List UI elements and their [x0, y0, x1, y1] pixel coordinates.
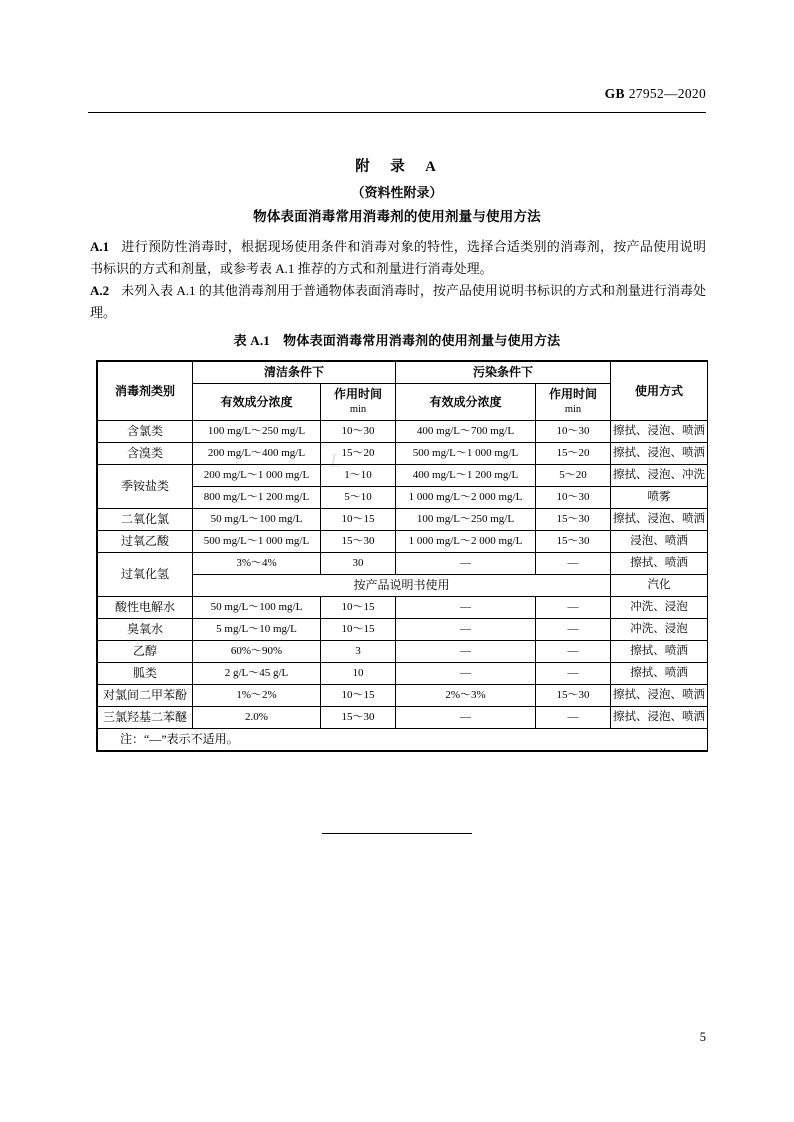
cell-clean-time: 5～10 — [321, 487, 396, 509]
cell-clean-concentration: 200 mg/L～400 mg/L — [193, 443, 321, 465]
running-header — [0, 86, 706, 102]
cell-dirty-time: 15～30 — [536, 531, 611, 553]
cell-dirty-concentration: — — [396, 553, 536, 575]
table-note: 注：“—”表示不适用。 — [98, 729, 708, 751]
annex-subtitle: （资料性附录） — [351, 185, 443, 200]
cell-dirty-concentration: 400 mg/L～700 mg/L — [396, 421, 536, 443]
cell-category: 对氯间二甲苯酚 — [98, 685, 193, 707]
cell-category: 乙醇 — [98, 641, 193, 663]
cell-dirty-concentration: 500 mg/L～1 000 mg/L — [396, 443, 536, 465]
header-divider — [88, 112, 706, 113]
cell-dirty-concentration: — — [396, 597, 536, 619]
cell-merged-note: 按产品说明书使用 — [193, 575, 611, 597]
cell-category: 季铵盐类 — [98, 465, 193, 509]
th-dirty-time — [536, 384, 611, 421]
paragraph-a2-number: A.2 — [90, 283, 110, 298]
cell-dirty-concentration: 100 mg/L～250 mg/L — [396, 509, 536, 531]
th-category: 消毒剂类别 — [98, 362, 193, 421]
table-note-row — [98, 729, 708, 751]
cell-clean-concentration: 200 mg/L～1 000 mg/L — [193, 465, 321, 487]
cell-dirty-time: 15～30 — [536, 685, 611, 707]
cell-dirty-concentration: — — [396, 707, 536, 729]
cell-dirty-time: — — [536, 597, 611, 619]
cell-clean-concentration: 3%～4% — [193, 553, 321, 575]
cell-dirty-time: 15～30 — [536, 509, 611, 531]
cell-clean-time: 10～15 — [321, 685, 396, 707]
table-row — [98, 465, 708, 487]
paragraph-a2 — [90, 280, 706, 324]
paragraph-a1-text: 进行预防性消毒时，根据现场使用条件和消毒对象的特性，选择合适类别的消毒剂，按产品使用说明书标识的方式和剂量，或参考表 A.1 推荐的方式和剂量进行消毒处理。 — [90, 239, 706, 276]
annex-title: 附 录 A — [355, 159, 439, 175]
cell-clean-time: 10～30 — [321, 421, 396, 443]
cell-dirty-time: 15～20 — [536, 443, 611, 465]
cell-clean-concentration: 2 g/L～45 g/L — [193, 663, 321, 685]
cell-usage: 擦拭、浸泡、冲洗 — [611, 465, 708, 487]
watermark-artifact: L — [330, 450, 342, 472]
table-row — [98, 421, 708, 443]
cell-dirty-time: — — [536, 641, 611, 663]
cell-category: 酸性电解水 — [98, 597, 193, 619]
cell-usage: 浸泡、喷洒 — [611, 531, 708, 553]
page-number: 5 — [699, 1030, 706, 1044]
cell-clean-concentration: 1%～2% — [193, 685, 321, 707]
cell-clean-concentration: 100 mg/L～250 mg/L — [193, 421, 321, 443]
cell-clean-time: 10～15 — [321, 597, 396, 619]
table-row — [98, 553, 708, 575]
cell-dirty-concentration: — — [396, 641, 536, 663]
paragraph-a2-text: 未列入表 A.1 的其他消毒剂用于普通物体表面消毒时，按产品使用说明书标识的方式和剂量进行消毒处理。 — [90, 283, 706, 320]
cell-dirty-concentration: — — [396, 619, 536, 641]
cell-dirty-time: 5～20 — [536, 465, 611, 487]
cell-clean-time: 15～30 — [321, 707, 396, 729]
cell-clean-time: 10～15 — [321, 619, 396, 641]
cell-clean-time: 1～10 — [321, 465, 396, 487]
table-row — [98, 597, 708, 619]
cell-category: 过氧乙酸 — [98, 531, 193, 553]
cell-usage: 冲洗、浸泡 — [611, 619, 708, 641]
th-dirty-concentration: 有效成分浓度 — [396, 384, 536, 421]
cell-clean-concentration: 500 mg/L～1 000 mg/L — [193, 531, 321, 553]
table-row — [98, 619, 708, 641]
cell-dirty-time: — — [536, 553, 611, 575]
cell-dirty-concentration: 1 000 mg/L～2 000 mg/L — [396, 487, 536, 509]
table-head — [98, 362, 708, 421]
cell-clean-time: 15～30 — [321, 531, 396, 553]
cell-clean-concentration: 60%～90% — [193, 641, 321, 663]
table-row — [98, 641, 708, 663]
footnote-rule — [322, 833, 472, 834]
cell-dirty-concentration: 1 000 mg/L～2 000 mg/L — [396, 531, 536, 553]
cell-usage: 擦拭、喷洒 — [611, 663, 708, 685]
table-row — [98, 685, 708, 707]
dose-table — [97, 361, 708, 751]
cell-usage: 擦拭、浸泡、喷洒 — [611, 421, 708, 443]
table-row — [98, 707, 708, 729]
cell-usage: 擦拭、浸泡、喷洒 — [611, 707, 708, 729]
cell-clean-time: 10 — [321, 663, 396, 685]
cell-dirty-time: — — [536, 707, 611, 729]
table-caption: 表 A.1 物体表面消毒常用消毒剂的使用剂量与使用方法 — [233, 333, 561, 348]
cell-clean-time: 3 — [321, 641, 396, 663]
th-clean-time — [321, 384, 396, 421]
cell-category: 胍类 — [98, 663, 193, 685]
table-row — [98, 531, 708, 553]
table-row — [98, 663, 708, 685]
cell-clean-concentration: 800 mg/L～1 200 mg/L — [193, 487, 321, 509]
table-head-row-1 — [98, 362, 708, 384]
cell-dirty-concentration: — — [396, 663, 536, 685]
cell-dirty-concentration: 2%～3% — [396, 685, 536, 707]
th-dirty-group: 污染条件下 — [396, 362, 611, 384]
th-clean-time-unit: min — [349, 404, 367, 415]
cell-clean-concentration: 2.0% — [193, 707, 321, 729]
cell-usage: 擦拭、浸泡、喷洒 — [611, 443, 708, 465]
standard-number: 27952—2020 — [628, 86, 706, 101]
th-dirty-time-label: 作用时间 — [549, 387, 598, 401]
annex-heading: 物体表面消毒常用消毒剂的使用剂量与使用方法 — [253, 209, 541, 224]
cell-usage: 擦拭、喷洒 — [611, 641, 708, 663]
cell-clean-concentration: 50 mg/L～100 mg/L — [193, 597, 321, 619]
cell-category: 含氯类 — [98, 421, 193, 443]
cell-dirty-concentration: 400 mg/L～1 200 mg/L — [396, 465, 536, 487]
paragraph-a1-number: A.1 — [90, 239, 110, 254]
cell-dirty-time: 10～30 — [536, 421, 611, 443]
cell-usage: 擦拭、浸泡、喷洒 — [611, 509, 708, 531]
cell-category: 过氧化氢 — [98, 553, 193, 597]
cell-category: 二氧化氯 — [98, 509, 193, 531]
dose-table-container — [97, 361, 707, 751]
table-row — [98, 509, 708, 531]
cell-dirty-time: — — [536, 663, 611, 685]
paragraph-a1 — [90, 236, 706, 280]
th-clean-group: 清洁条件下 — [193, 362, 396, 384]
th-clean-time-label: 作用时间 — [334, 387, 383, 401]
cell-category: 臭氧水 — [98, 619, 193, 641]
th-dirty-time-unit: min — [564, 404, 582, 415]
body-text — [90, 236, 706, 324]
cell-usage: 冲洗、浸泡 — [611, 597, 708, 619]
cell-clean-concentration: 50 mg/L～100 mg/L — [193, 509, 321, 531]
cell-dirty-time: — — [536, 619, 611, 641]
cell-usage: 擦拭、浸泡、喷洒 — [611, 685, 708, 707]
table-row — [98, 443, 708, 465]
standard-prefix: GB — [604, 86, 625, 101]
table-body — [98, 421, 708, 751]
cell-category: 三氯羟基二苯醚 — [98, 707, 193, 729]
cell-clean-time: 15～20 — [321, 443, 396, 465]
cell-clean-concentration: 5 mg/L～10 mg/L — [193, 619, 321, 641]
th-usage: 使用方式 — [611, 362, 708, 421]
th-clean-concentration: 有效成分浓度 — [193, 384, 321, 421]
cell-dirty-time: 10～30 — [536, 487, 611, 509]
cell-clean-time: 30 — [321, 553, 396, 575]
cell-usage: 擦拭、喷洒 — [611, 553, 708, 575]
cell-usage: 汽化 — [611, 575, 708, 597]
cell-category: 含溴类 — [98, 443, 193, 465]
cell-usage: 喷雾 — [611, 487, 708, 509]
cell-clean-time: 10～15 — [321, 509, 396, 531]
